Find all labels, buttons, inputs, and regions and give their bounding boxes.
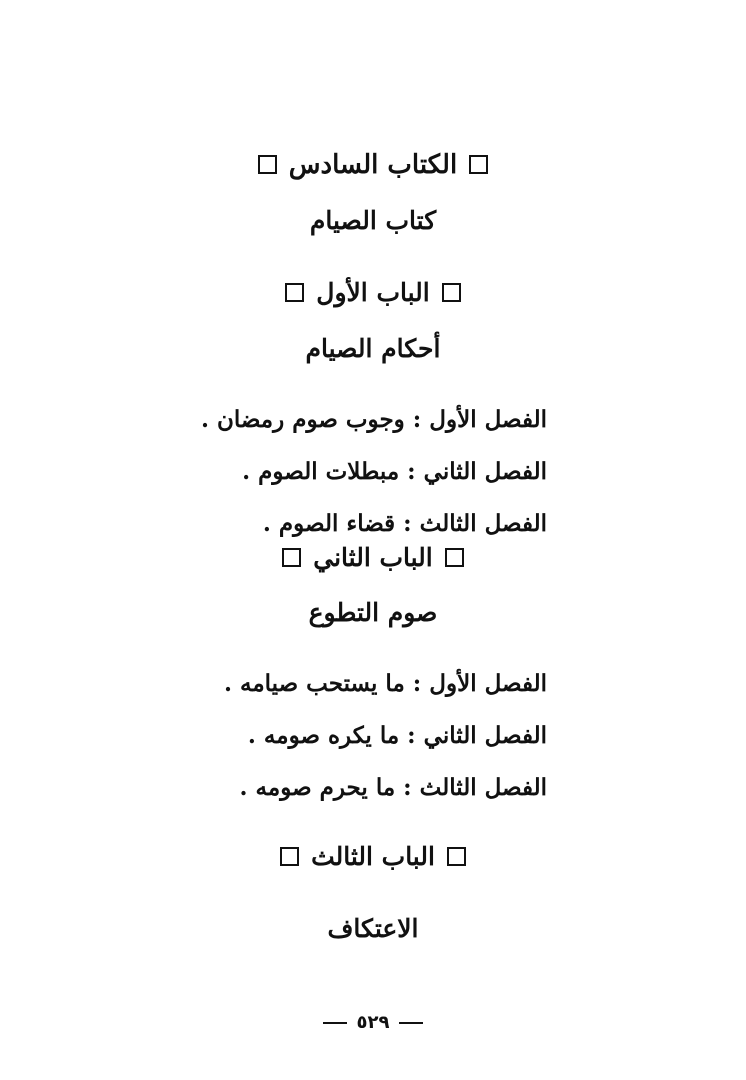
- chapter-title: أحكام الصيام: [305, 334, 441, 363]
- chapter-title: الاعتكاف: [327, 914, 419, 943]
- page-number: [0, 1012, 746, 1033]
- chapter-heading-text: الباب الثاني: [313, 543, 433, 572]
- dash-ornament: [323, 1022, 347, 1024]
- chapter-heading: [0, 842, 746, 871]
- square-ornament-icon: [469, 155, 488, 174]
- square-ornament-icon: [285, 283, 304, 302]
- dash-ornament: [399, 1022, 423, 1024]
- chapter-heading: [0, 278, 746, 307]
- book-heading: [0, 150, 746, 180]
- section-entry: الفصل الأول : وجوب صوم رمضان .: [200, 406, 547, 433]
- square-ornament-icon: [258, 155, 277, 174]
- chapter-heading-text: الباب الأول: [316, 278, 430, 307]
- book-title: كتاب الصيام: [309, 206, 437, 235]
- section-entry: الفصل الثالث : ما يحرم صومه .: [239, 774, 547, 801]
- square-ornament-icon: [442, 283, 461, 302]
- section-entry: الفصل الثالث : قضاء الصوم .: [262, 510, 547, 537]
- square-ornament-icon: [282, 548, 301, 567]
- square-ornament-icon: [280, 847, 299, 866]
- book-heading-text: الكتاب السادس: [288, 150, 458, 180]
- section-entry: الفصل الأول : ما يستحب صيامه .: [223, 670, 547, 697]
- chapter-heading: [0, 543, 746, 572]
- page-number-text: ٥٢٩: [356, 1012, 390, 1033]
- chapter-title: صوم التطوع: [308, 598, 438, 627]
- section-entry: الفصل الثاني : مبطلات الصوم .: [242, 458, 547, 485]
- square-ornament-icon: [445, 548, 464, 567]
- chapter-heading-text: الباب الثالث: [311, 842, 435, 871]
- section-entry: الفصل الثاني : ما يكره صومه .: [247, 722, 547, 749]
- square-ornament-icon: [447, 847, 466, 866]
